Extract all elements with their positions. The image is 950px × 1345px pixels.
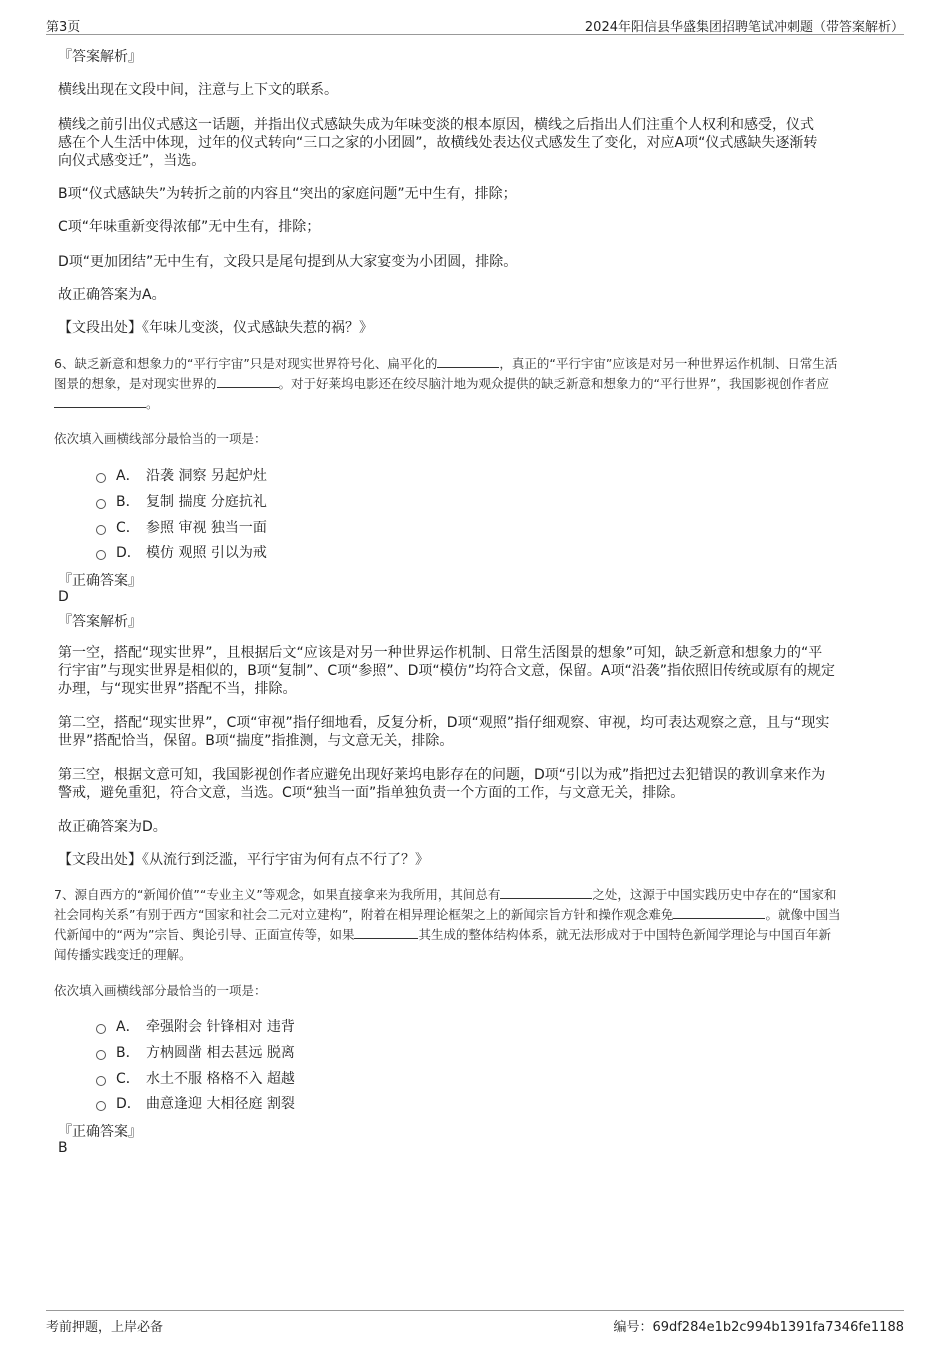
q6-option-d[interactable] xyxy=(96,542,267,562)
q7-stem-text: 。就像中国当 xyxy=(765,907,841,922)
q7-option-d[interactable] xyxy=(96,1093,295,1113)
q6-analysis-line: 办理，与“现实世界”搭配不当，排除。 xyxy=(58,681,297,697)
q6-blank-1 xyxy=(437,355,499,368)
radio-icon[interactable] xyxy=(96,1101,106,1111)
radio-icon[interactable] xyxy=(96,473,106,483)
q5-analysis-p5: D项“更加团结”无中生有，文段只是尾句提到从大家宴变为小团圆，排除。 xyxy=(58,254,518,270)
q5-analysis-p2-line2: 感在个人生活中体现，过年的仪式转向“三口之家的小团圆”，故横线处表达仪式感发生了变化，对应A项“仪式感缺失逐渐转 xyxy=(58,135,818,151)
q7-stem-text: 社会同构关系”有别于西方“国家和社会二元对立建构”，附着在相异理论框架之上的新闻宗旨方针和操作观念难免 xyxy=(54,907,674,922)
q7-stem-text: 代新闻中的“两为”宗旨、舆论引导、正面宣传等，如果 xyxy=(54,927,355,942)
q7-option-c[interactable] xyxy=(96,1068,295,1088)
q5-analysis-p2 xyxy=(58,116,888,170)
q7-option-b[interactable] xyxy=(96,1042,295,1062)
q7-blank-3 xyxy=(354,926,418,939)
q6-stem-text: ，真正的“平行宇宙”应该是对另一种世界运作机制、日常生活 xyxy=(499,356,838,371)
footer-slogan: 考前押题，上岸必备 xyxy=(46,1320,164,1335)
q5-analysis-p2-line1: 横线之前引出仪式感这一话题，并指出仪式感缺失成为年味变淡的根本原因，横线之后指出人们注重个人权利和感受，仪式 xyxy=(58,117,814,133)
option-text: 参照 审视 独当一面 xyxy=(146,520,267,536)
q7-stem-text: 其生成的整体结构体系，就无法形成对于中国特色新闻学理论与中国百年新 xyxy=(418,927,831,942)
q6-answer: D xyxy=(58,589,69,605)
q6-option-c[interactable] xyxy=(96,517,267,537)
option-text: 牵强附会 针锋相对 违背 xyxy=(146,1019,295,1035)
q6-option-a[interactable] xyxy=(96,465,267,485)
q6-analysis-line: 行宇宙”与现实世界是相似的，B项“复制”、C项“参照”、D项“模仿”均符合文意，保留。A项“沿袭”指依照旧传统或原有的规定 xyxy=(58,663,836,679)
q7-blank-2 xyxy=(673,906,765,919)
q7-blank-1 xyxy=(500,886,592,899)
q6-analysis-p2 xyxy=(58,714,888,750)
q7-answer: B xyxy=(58,1140,68,1156)
q5-analysis-label: 『答案解析』 xyxy=(58,49,142,65)
page-header xyxy=(46,14,904,35)
option-letter: C． xyxy=(116,1071,140,1087)
option-letter: D． xyxy=(116,1096,141,1112)
q5-analysis-p2-line3: 向仪式感变迁”，当选。 xyxy=(58,153,206,169)
q7-stem-text: 7、源自西方的“新闻价值”“专业主义”等观念，如果直接拿来为我所用，其间总有 xyxy=(54,887,501,902)
option-letter: A． xyxy=(116,468,140,484)
radio-icon[interactable] xyxy=(96,550,106,560)
option-text: 沿袭 洞察 另起炉灶 xyxy=(146,468,267,484)
q6-stem-text: 。 xyxy=(146,396,159,411)
radio-icon[interactable] xyxy=(96,1076,106,1086)
option-text: 曲意逢迎 大相径庭 割裂 xyxy=(146,1096,295,1112)
q5-analysis-p1: 横线出现在文段中间，注意与上下文的联系。 xyxy=(58,82,338,98)
q6-analysis-p4: 故正确答案为D。 xyxy=(58,819,167,835)
q5-analysis-p6: 故正确答案为A。 xyxy=(58,287,166,303)
q6-answer-label: 『正确答案』 xyxy=(58,573,142,589)
q7-stem-text: 闻传播实践变迁的理解。 xyxy=(54,947,192,962)
q7-stem xyxy=(54,885,900,965)
document-title: 2024年阳信县华盛集团招聘笔试冲刺题（带答案解析） xyxy=(584,20,904,35)
q7-instruction: 依次填入画横线部分最恰当的一项是： xyxy=(54,983,267,998)
page-footer xyxy=(46,1310,904,1335)
q5-analysis-p4: C项“年味重新变得浓郁”无中生有，排除； xyxy=(58,219,321,235)
q6-analysis-line: 世界”搭配恰当，保留。B项“揣度”指推测，与文意无关，排除。 xyxy=(58,733,454,749)
q6-analysis-line: 第三空，根据文意可知，我国影视创作者应避免出现好莱坞电影存在的问题，D项“引以为戒”指把过去犯错误的教训拿来作为 xyxy=(58,767,826,783)
q5-source: 【文段出处】《年味儿变淡，仪式感缺失惹的祸？》 xyxy=(58,320,373,336)
q6-instruction: 依次填入画横线部分最恰当的一项是： xyxy=(54,431,267,446)
q6-analysis-line: 第一空，搭配“现实世界”，且根据后文“应该是对另一种世界运作机制、日常生活图景的想象”可知，缺乏新意和想象力的“平 xyxy=(58,645,823,661)
option-letter: C． xyxy=(116,520,140,536)
option-letter: B． xyxy=(116,494,140,510)
q6-analysis-p1 xyxy=(58,644,888,698)
radio-icon[interactable] xyxy=(96,1024,106,1034)
q6-analysis-line: 第二空，搭配“现实世界”，C项“审视”指仔细地看，反复分析，D项“观照”指仔细观察、审视，均可表达观察之意，且与“现实 xyxy=(58,715,830,731)
q6-analysis-p3 xyxy=(58,766,888,802)
q6-source: 【文段出处】《从流行到泛滥，平行宇宙为何有点不行了？》 xyxy=(58,852,429,868)
q7-stem-text: 之处，这源于中国实践历史中存在的“国家和 xyxy=(592,887,837,902)
option-text: 复制 揣度 分庭抗礼 xyxy=(146,494,267,510)
q6-analysis-label: 『答案解析』 xyxy=(58,614,142,630)
page-number: 第3页 xyxy=(46,20,81,35)
option-letter: B． xyxy=(116,1045,140,1061)
q6-option-b[interactable] xyxy=(96,491,267,511)
q6-blank-3 xyxy=(54,395,146,408)
option-letter: D． xyxy=(116,545,141,561)
q5-analysis-p3: B项“仪式感缺失”为转折之前的内容且“突出的家庭问题”无中生有，排除； xyxy=(58,186,517,202)
option-text: 方枘圆凿 相去甚远 脱离 xyxy=(146,1045,295,1061)
option-text: 水土不服 格格不入 超越 xyxy=(146,1071,295,1087)
q6-stem-text: 。对于好莱坞电影还在绞尽脑汁地为观众提供的缺乏新意和想象力的“平行世界”，我国影视创作者应 xyxy=(278,376,829,391)
q6-stem-text: 6、缺乏新意和想象力的“平行宇宙”只是对现实世界符号化、扁平化的 xyxy=(54,356,438,371)
option-letter: A． xyxy=(116,1019,140,1035)
radio-icon[interactable] xyxy=(96,1050,106,1060)
q6-analysis-line: 警戒，避免重犯，符合文意，当选。C项“独当一面”指单独负责一个方面的工作，与文意无关，排除。 xyxy=(58,785,685,801)
document-code: 编号：69df284e1b2c994b1391fa7346fe1188 xyxy=(613,1320,904,1335)
q6-stem xyxy=(54,354,900,414)
q6-stem-text: 图景的想象，是对现实世界的 xyxy=(54,376,217,391)
option-text: 模仿 观照 引以为戒 xyxy=(146,545,267,561)
q7-option-a[interactable] xyxy=(96,1016,295,1036)
q6-blank-2 xyxy=(217,375,279,388)
q7-answer-label: 『正确答案』 xyxy=(58,1124,142,1140)
radio-icon[interactable] xyxy=(96,499,106,509)
radio-icon[interactable] xyxy=(96,525,106,535)
